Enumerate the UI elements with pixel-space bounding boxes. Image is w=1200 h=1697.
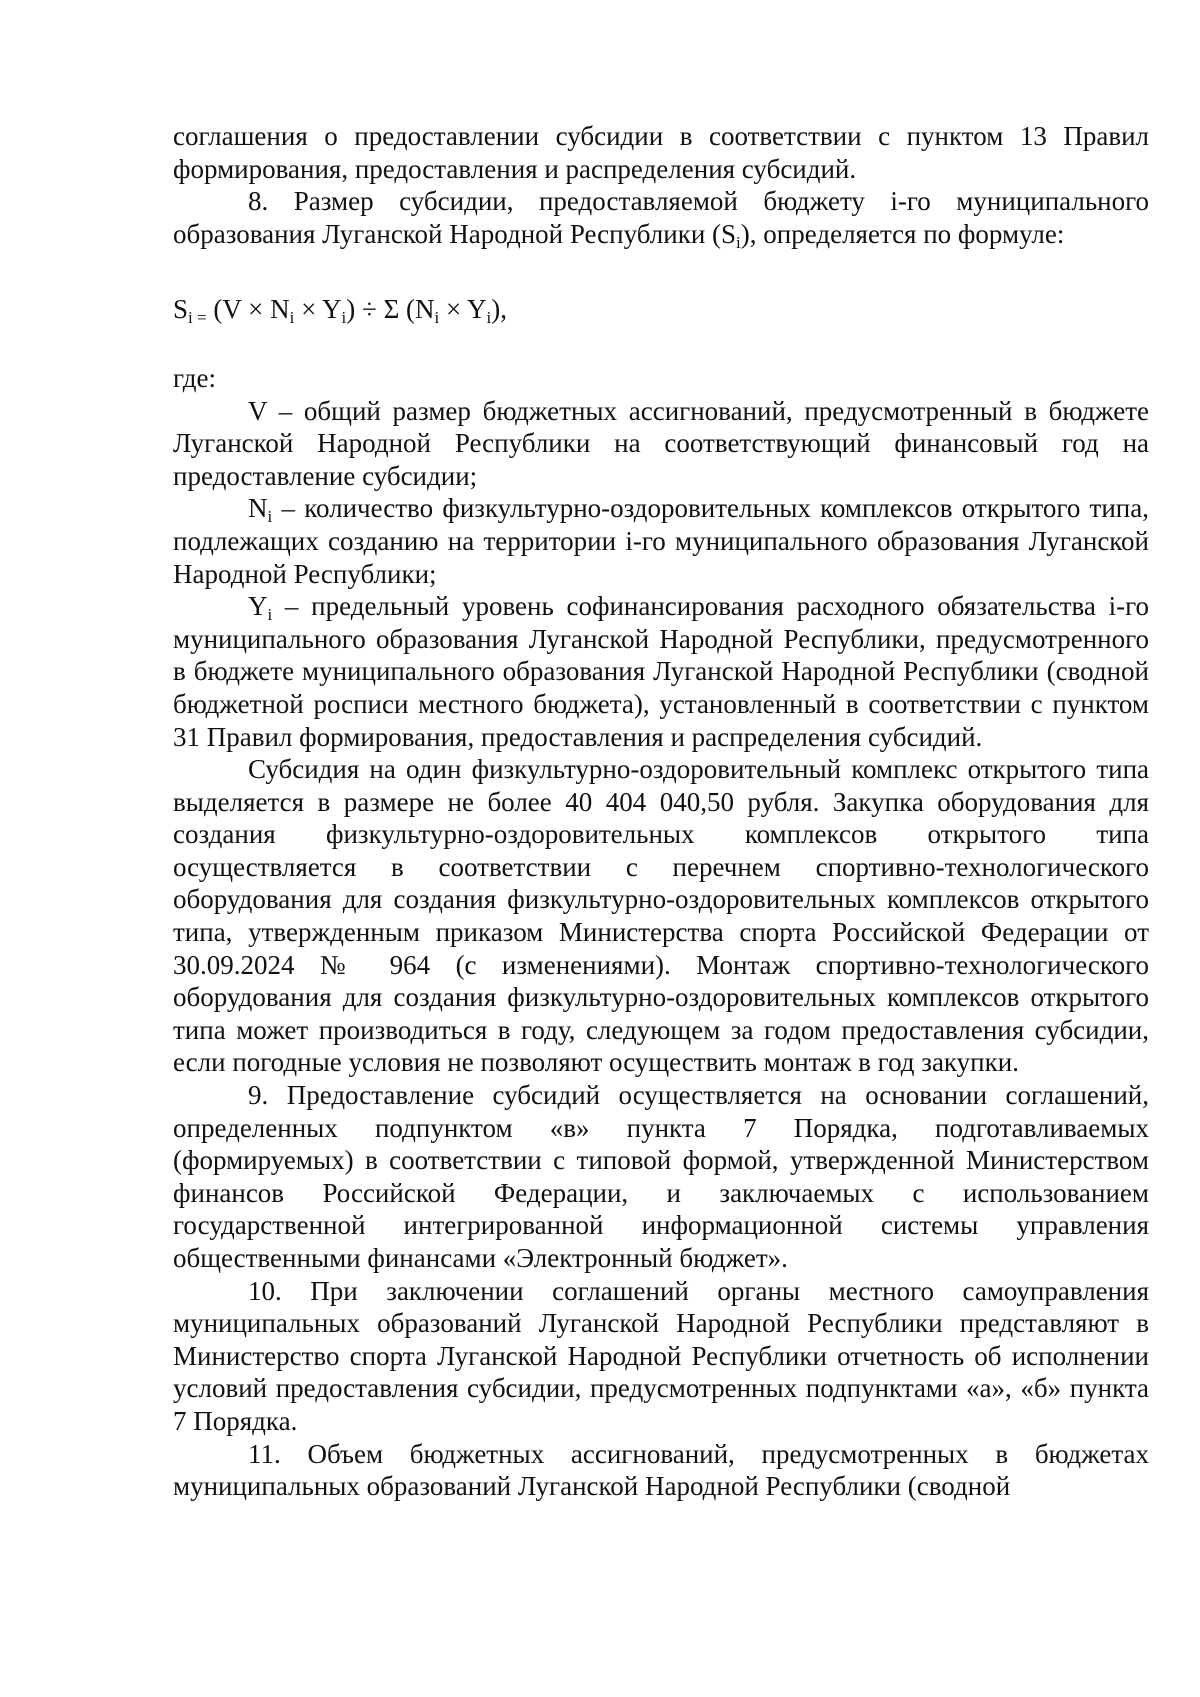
paragraph-11: 11. Объем бюджетных ассигнований, предусмотренных в бюджетах муниципальных образований Луганской Народной Республики (сводной <box>173 1438 1149 1502</box>
definition-n <box>173 492 1149 590</box>
document-body <box>173 120 1149 1503</box>
formula-part: ), <box>491 294 507 325</box>
paragraph-8-text-a: 8. Размер субсидии, предоставляемой бюджету i-го муниципального образования Луганской Народной Республики (S <box>173 186 1149 249</box>
paragraph-8-text-b: ), определяется по формуле: <box>740 218 1065 249</box>
formula-part: ) ÷ Σ (N <box>346 294 435 325</box>
definition-y <box>173 590 1149 753</box>
formula-part: × Y <box>294 294 342 325</box>
subscript: i <box>289 308 295 328</box>
symbol: Y <box>248 591 268 622</box>
formula-part: (V × N <box>206 294 290 325</box>
definition-v: V – общий размер бюджетных ассигнований, предусмотренный в бюджете Луганской Народной Республики на соответствующий финансовый год на предоставление субсидии; <box>173 395 1149 491</box>
subscript: i <box>486 308 492 328</box>
paragraph-9: 9. Предоставление субсидий осуществляется на основании соглашений, определенных подпунктом «в» пункта 7 Порядка, подготавливаемых (формируемых) в соответствии с типовой формой, утвержденной Министерством финансов Российской Федерации, и заключаемых с использованием государственной интегрированной информационной системы управления общественными финансами «Электронный бюджет». <box>173 1080 1149 1273</box>
formula-part: S <box>173 294 189 325</box>
paragraph-8 <box>173 185 1149 250</box>
formula <box>173 293 1149 326</box>
subscript: i <box>267 605 273 625</box>
definition-text: – количество физкультурно-оздоровительных комплексов открытого типа, подлежащих созданию на территории i-го муниципального образования Луганской Народной Республики; <box>173 493 1149 589</box>
definition-text: – предельный уровень софинансирования расходного обязательства i-го муниципального образования Луганской Народной Республики, предусмотренного в бюджете муниципального образования Луганской Народной Республики (сводной бюджетной росписи местного бюджета), установленный в соответствии с пунктом 31 Правил формирования, предоставления и распределения субсидий. <box>173 591 1149 752</box>
paragraph-subsidy-amount: Субсидия на один физкультурно-оздоровительный комплекс открытого типа выделяется в размере не более 40 404 040,50 рубля. Закупка оборудования для создания физкультурно-оздоровительных комплексов открытого типа осуществляется в соответствии с перечнем спортивно-технологического оборудования для создания физкультурно-оздоровительных комплексов открытого типа, утвержденным приказом Министерства спорта Российской Федерации от 30.09.2024 № 964 (с изменениями). Монтаж спортивно-технологического оборудования для создания физкультурно-оздоровительных комплексов открытого типа может производиться в году, следующем за годом предоставления субсидии, если погодные условия не позволяют осуществить монтаж в год закупки. <box>173 754 1149 1078</box>
subscript: i <box>267 507 273 527</box>
subscript: i <box>434 308 440 328</box>
subscript: i = <box>188 308 207 328</box>
subscript: i <box>736 232 741 252</box>
formula-part: × Y <box>439 294 487 325</box>
paragraph-10: 10. При заключении соглашений органы местного самоуправления муниципальных образований Луганской Народной Республики представляют в Министерство спорта Луганской Народной Республики отчетность об исполнении условий предоставления субсидии, предусмотренных подпунктами «а», «б» пункта 7 Порядка. <box>173 1275 1149 1436</box>
symbol: N <box>248 493 268 524</box>
subscript: i <box>341 308 347 328</box>
where-label: где: <box>173 362 216 393</box>
paragraph-continuation: соглашения о предоставлении субсидии в соответствии с пунктом 13 Правил формирования, предоставления и распределения субсидий. <box>173 121 1149 184</box>
